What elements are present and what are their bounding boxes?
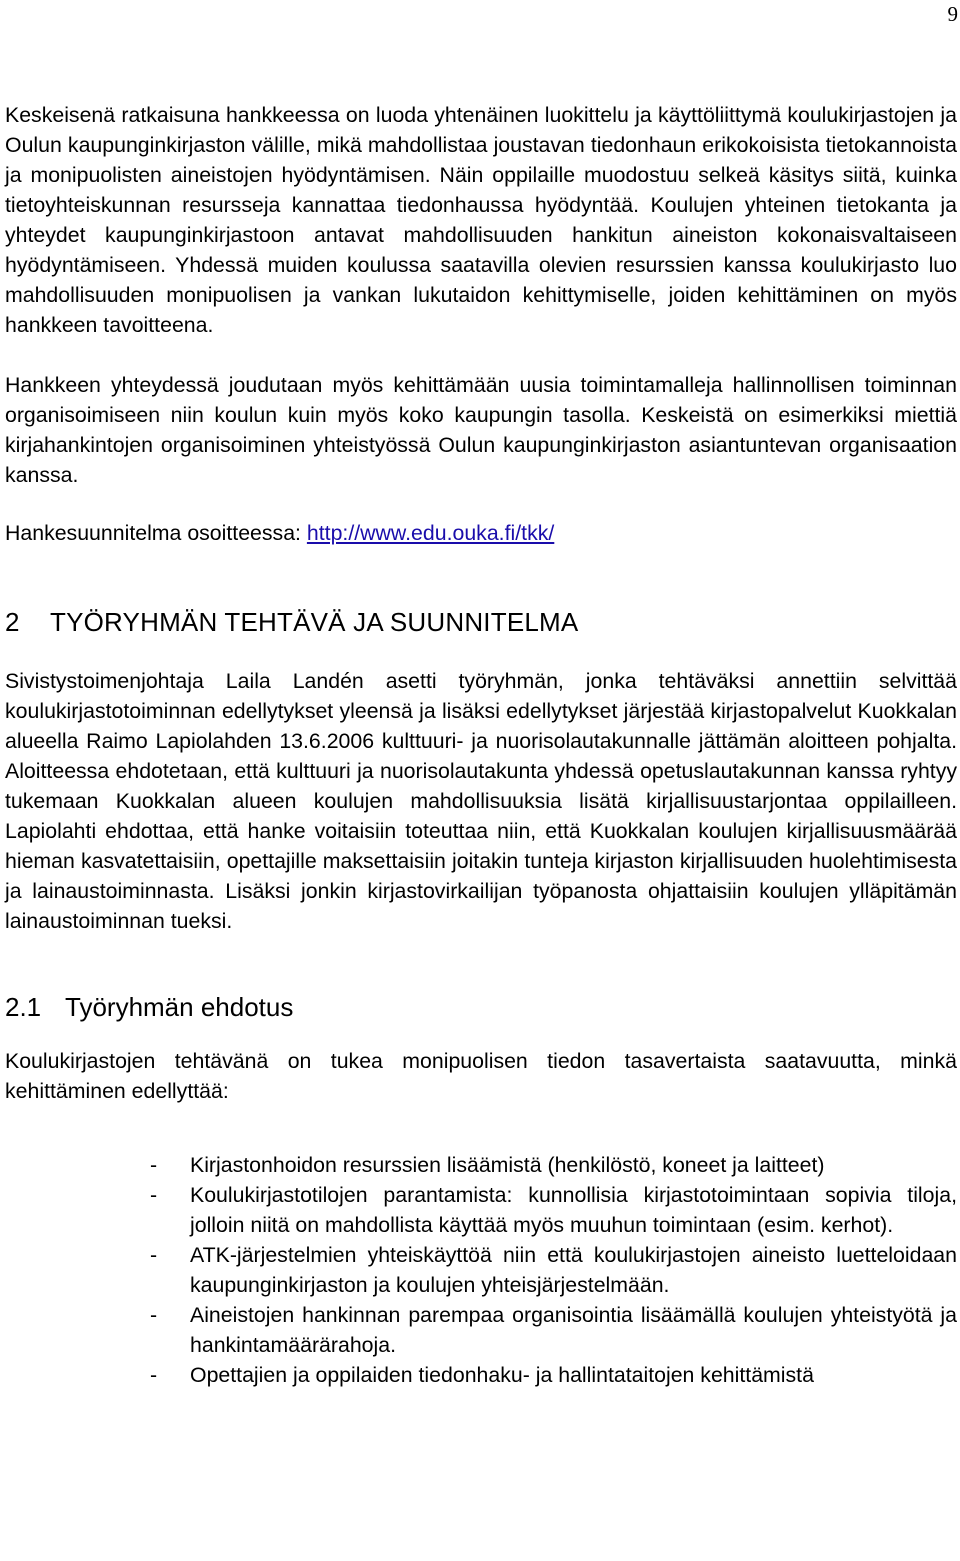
section-2-heading	[5, 605, 957, 639]
section-2-title: TYÖRYHMÄN TEHTÄVÄ JA SUUNNITELMA	[50, 607, 579, 637]
section-2-1-paragraph: Koulukirjastojen tehtävänä on tukea monipuolisen tiedon tasavertaista saatavuutta, minkä kehittäminen edellyttää:	[5, 1049, 957, 1103]
list-item-text: ATK-järjestelmien yhteiskäyttöä niin että koulukirjastojen aineisto luetteloidaan kaupunginkirjaston ja koulujen yhteisjärjestelmään.	[190, 1243, 957, 1297]
section-2-1-heading	[5, 990, 957, 1024]
list-item-text: Opettajien ja oppilaiden tiedonhaku- ja hallintataitojen kehittämistä	[190, 1363, 814, 1387]
intro-paragraph-1: Keskeisenä ratkaisuna hankkeessa on luoda yhtenäinen luokittelu ja käyttöliittymä koulukirjastojen ja Oulun kaupunginkirjaston välille, mikä mahdollistaa joustavan tiedonhaun erikokoisista tietokannoista ja monipuolisten aineistojen hyödyntämisen. Näin oppilaille muodostuu selkeä käsitys siitä, kuinka tietoyhteiskunnan resursseja kannattaa tiedonhaussa hyödyntää. Koulujen yhteinen tietokanta ja yhteydet kaupunginkirjastoon antavat mahdollisuuden hankitun aineiston kokonaisvaltaiseen hyödyntämiseen. Yhdessä muiden koulussa saatavilla olevien resurssien kanssa koulukirjasto luo mahdollisuuden monipuolisen ja vankan lukutaidon kehittymiselle, joiden kehittäminen on myös hankkeen tavoitteena.	[5, 103, 957, 337]
section-2-1-number: 2.1	[5, 992, 42, 1022]
list-marker: -	[150, 1153, 158, 1177]
list-item-text: Koulukirjastotilojen parantamista: kunnollisia kirjastotoimintaan sopivia tiloja, jolloin niitä on mahdollista käyttää myös muuhun toimintaan (esim. kerhot).	[190, 1183, 957, 1237]
list-item	[5, 1240, 957, 1300]
list-marker: -	[150, 1183, 158, 1207]
list-item	[5, 1150, 957, 1180]
plan-link[interactable]: http://www.edu.ouka.fi/tkk/	[306, 521, 555, 545]
list-marker: -	[150, 1363, 158, 1387]
list-item	[5, 1360, 957, 1390]
list-item-text: Kirjastonhoidon resurssien lisäämistä (henkilöstö, koneet ja laitteet)	[190, 1153, 825, 1177]
document-body	[5, 100, 957, 1390]
plan-line	[5, 518, 957, 548]
list-item	[5, 1180, 957, 1240]
list-marker: -	[150, 1303, 158, 1327]
page-number: 9	[947, 2, 958, 26]
requirements-list	[5, 1150, 957, 1390]
list-item	[5, 1300, 957, 1360]
section-2-number: 2	[5, 607, 20, 637]
list-item-text: Aineistojen hankinnan parempaa organisointia lisäämällä koulujen yhteistyötä ja hankintamäärärahoja.	[190, 1303, 957, 1357]
plan-label: Hankesuunnitelma osoitteessa:	[5, 521, 307, 545]
list-marker: -	[150, 1243, 158, 1267]
section-2-1-title: Työryhmän ehdotus	[65, 992, 294, 1022]
intro-paragraph-2: Hankkeen yhteydessä joudutaan myös kehittämään uusia toimintamalleja hallinnollisen toiminnan organisoimiseen niin koulun kuin myös koko kaupungin tasolla. Keskeistä on esimerkiksi miettiä kirjahankintojen organisoiminen yhteistyössä Oulun kaupunginkirjaston asiantuntevan organisaation kanssa.	[5, 373, 957, 487]
section-2-paragraph: Sivistystoimenjohtaja Laila Landén asetti työryhmän, jonka tehtäväksi annettiin selvittää koulukirjastotoiminnan edellytykset yleensä ja lisäksi edellytykset järjestää kirjastopalvelut Kuokkalan alueella Raimo Lapiolahden 13.6.2006 kulttuuri- ja nuorisolautakunnalle jättämän aloitteen pohjalta. Aloitteessa ehdotetaan, että kulttuuri ja nuorisolautakunta yhdessä opetuslautakunnan kanssa ryhtyy tukemaan Kuokkalan alueen koulujen mahdollisuuksia lisätä kirjallisuustarjontaa oppilailleen. Lapiolahti ehdottaa, että hanke voitaisiin toteuttaa niin, että Kuokkalan koulujen kirjallisuusmäärää hieman kasvatettaisiin, opettajille maksettaisiin joitakin tunteja kirjaston kirjallisuuden huolehtimisesta ja lainaustoiminnasta. Lisäksi jonkin kirjastovirkailijan työpanosta ohjattaisiin koulujen ylläpitämän lainaustoiminnan tueksi.	[5, 669, 957, 933]
